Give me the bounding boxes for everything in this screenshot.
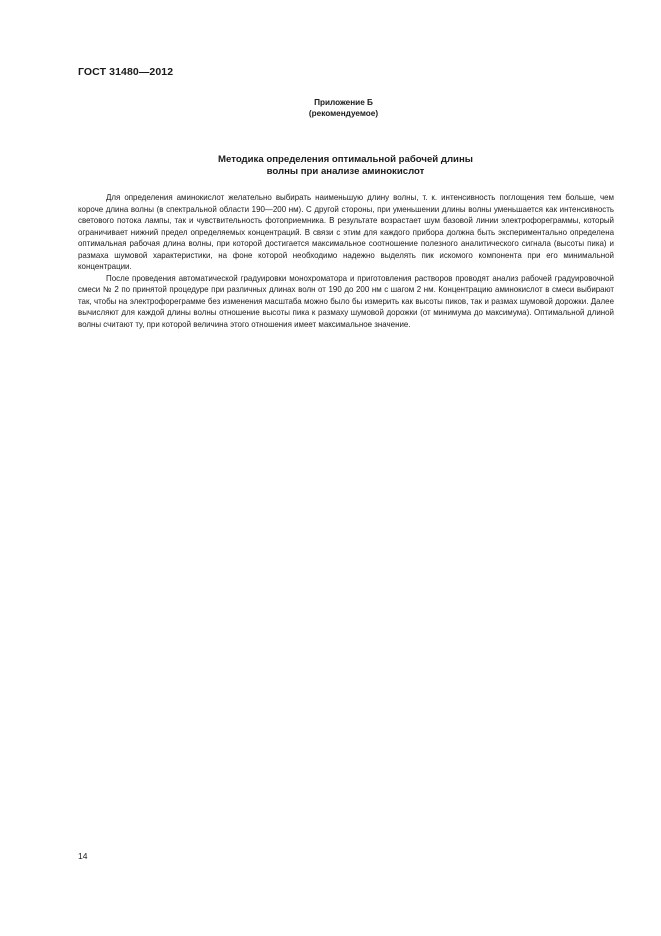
section-title-line-1: Методика определения оптимальной рабочей длины	[218, 154, 473, 165]
document-header: ГОСТ 31480—2012	[78, 66, 174, 78]
body-text	[78, 192, 614, 330]
appendix-label: Приложение Б	[314, 98, 373, 107]
section-title	[0, 154, 661, 178]
section-title-line-2: волны при анализе аминокислот	[266, 166, 425, 177]
page-number: 14	[78, 851, 88, 861]
appendix-heading	[0, 97, 661, 119]
paragraph: Для определения аминокислот желательно выбирать наименьшую длину волны, т. к. интенсивность поглощения тем больше, чем короче длина волны (в спектральной области 190—200 нм). С другой стороны, при уменьшении длины волны уменьшается как интенсивность светового потока лампы, так и чувствительность фотоприемника. В результате возрастает шум базовой линии электрофореграммы, который ограничивает нижний предел определяемых концентраций. В связи с этим для каждого прибора должна быть экспериментально определена оптимальная рабочая длина волны, при которой достигается максимальное соотношение полезного аналитического сигнала (высоты пика) и размаха шумовой характеристики, на фоне которой необходимо надежно выделять пик искомого компонента при его минимальной концентрации.	[78, 193, 614, 271]
paragraph: После проведения автоматической градуировки монохроматора и приготовления растворов проводят анализ рабочей градуировочной смеси № 2 по принятой процедуре при различных длинах волн от 190 до 200 нм с шагом 2 нм. Концентрацию аминокислот в смеси выбирают так, чтобы на электрофореграмме без изменения масштаба можно было бы измерить как высоты пиков, так и размах шумовой дорожки. Далее вычисляют для каждой длины волны отношение высоты пика к размаху шумовой дорожки (от минимума до максимума). Оптимальной длиной волны считают ту, при которой величина этого отношения имеет максимальное значение.	[78, 273, 614, 329]
appendix-status: (рекомендуемое)	[308, 109, 379, 118]
